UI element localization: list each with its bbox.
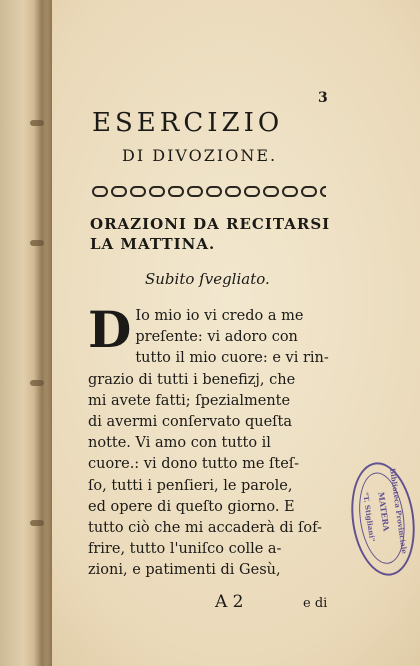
body-line: cuore.: vi dono tutto me ſteſ- [88, 456, 300, 473]
page-title: ESERCIZIO [92, 108, 284, 138]
signature-mark: A 2 [215, 592, 244, 612]
section-heading [90, 214, 340, 254]
body-line: di avermi conſervato queſta [88, 414, 292, 431]
library-stamp [344, 458, 420, 580]
binding-stitch [30, 520, 44, 526]
instruction-text: Subito ſvegliato. [145, 270, 270, 288]
stamp-inner-text: "T. Stigliani" [361, 491, 377, 543]
body-line: tutto il mio cuore: e vi rin- [135, 350, 329, 367]
body-line: mi avete fatti; ſpezialmente [88, 392, 291, 409]
binding-stitch [30, 380, 44, 386]
binding-stitch [30, 240, 44, 246]
body-line: grazio di tutti i benefizj, che [88, 371, 296, 388]
body-line: notte. Vi amo con tutto il [88, 435, 271, 452]
body-line: zioni, e patimenti di Gesù, [88, 562, 281, 579]
drop-cap: D [88, 300, 132, 359]
body-line: tutto ciò che mi accaderà di ſof- [88, 520, 322, 537]
page-number: 3 [318, 90, 328, 106]
body-line: ſo, tutti i penſieri, le parole, [88, 477, 293, 494]
body-line: frire, tutto l'uniſco colle a- [88, 541, 282, 558]
decorative-ornament-rule [92, 184, 326, 198]
page-subtitle: DI DIVOZIONE. [122, 146, 278, 165]
binding-stitch [30, 120, 44, 126]
body-line: Io mio io vi credo a me [135, 308, 304, 324]
catchword: e di [303, 596, 328, 611]
stamp-outer-text: Biblioteca Provinciale [388, 467, 409, 555]
body-line: ed opere di queſto giorno. E [88, 498, 295, 515]
page-gutter-shadow [34, 0, 50, 666]
stamp-city-text: MATERA [376, 491, 392, 532]
section-heading-line: LA MATTINA. [90, 235, 216, 253]
section-heading-line: ORAZIONI DA RECITARSI [90, 215, 331, 233]
prayer-body [88, 300, 329, 582]
body-line: preſente: vi adoro con [135, 329, 298, 346]
